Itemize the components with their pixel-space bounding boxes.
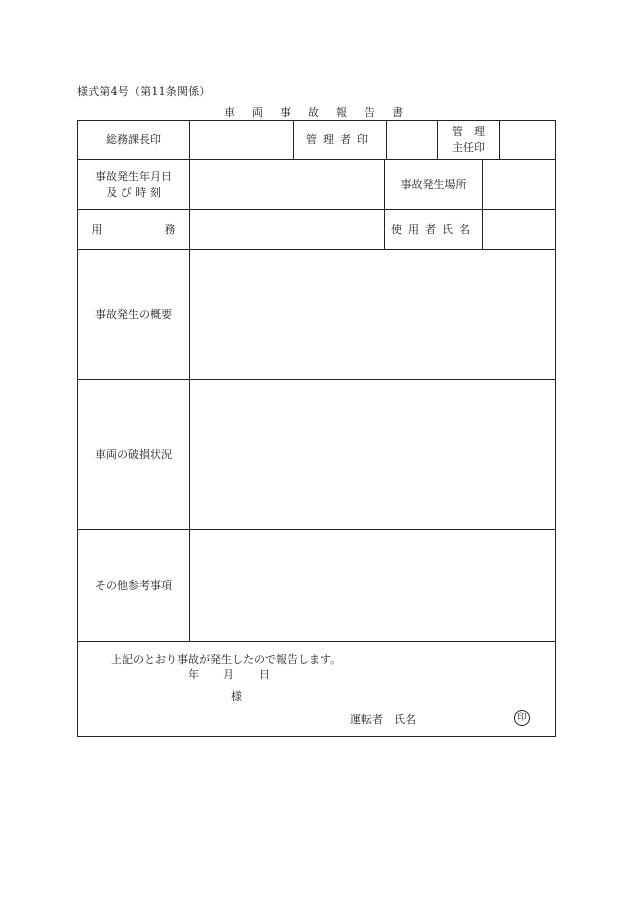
form-title: 車両事故報告書 [224, 106, 420, 119]
accident-date-line2: 及 び 時 刻 [106, 185, 161, 199]
manager-seal-label: 管理者印 [306, 133, 374, 146]
chief-seal-line2: 主任印 [452, 141, 485, 154]
accident-place-label: 事故発生場所 [400, 177, 467, 191]
chief-seal-line1: 管 理 [452, 125, 485, 138]
accident-date-line1: 事故発生年月日 [95, 169, 172, 183]
date-month-label: 月 [223, 668, 234, 681]
accident-summary-field[interactable] [190, 250, 555, 379]
vehicle-damage-label: 車両の破損状況 [95, 447, 172, 461]
accident-date-field[interactable] [190, 160, 384, 209]
date-day-label: 日 [259, 668, 270, 681]
chief-seal-label [438, 121, 499, 159]
user-name-field[interactable] [483, 210, 555, 249]
purpose-label-part-a: 用 [91, 222, 103, 236]
accident-place-field[interactable] [483, 160, 555, 209]
general-affairs-seal-box[interactable] [190, 121, 293, 159]
purpose-label-part-b: 務 [164, 222, 176, 236]
report-form-table [77, 120, 556, 737]
report-statement: 上記のとおり事故が発生したので報告します。 [111, 653, 342, 666]
user-name-label: 使用者氏名 [391, 222, 476, 236]
other-notes-field[interactable] [190, 530, 555, 641]
date-year-label: 年 [188, 668, 199, 681]
purpose-field[interactable] [190, 210, 384, 249]
row-divider [78, 641, 555, 642]
seal-mark-icon: 印 [514, 710, 530, 726]
addressee-honorific: 様 [231, 690, 242, 703]
accident-date-label [78, 160, 189, 209]
form-number: 様式第4号（第11条関係） [77, 85, 211, 98]
general-affairs-seal-label: 総務課長印 [106, 133, 161, 146]
manager-seal-box[interactable] [387, 121, 437, 159]
driver-name-label: 運転者 氏名 [350, 713, 416, 726]
vehicle-damage-field[interactable] [190, 380, 555, 529]
accident-summary-label: 事故発生の概要 [95, 307, 172, 321]
purpose-label [78, 210, 189, 249]
chief-seal-box[interactable] [500, 121, 555, 159]
other-notes-label: その他参考事項 [95, 578, 172, 592]
